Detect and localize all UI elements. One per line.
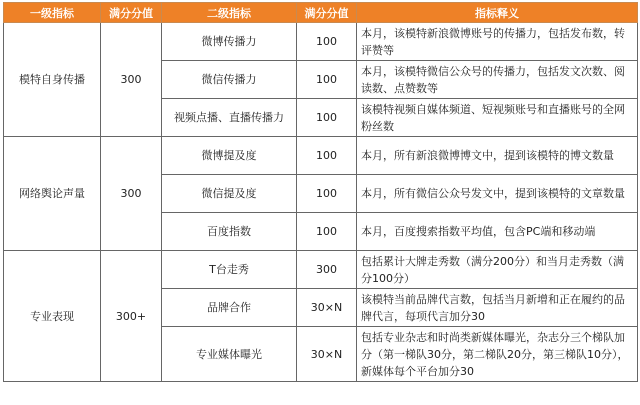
item-description: 本月，该模特新浪微博账号的传播力，包括发布数，转评赞等 — [357, 23, 638, 61]
header-full-score-2: 满分分值 — [297, 3, 357, 23]
item-description: 该模特当前品牌代言数，包括当月新增和正在履约的品牌代言，每项代言加分30 — [357, 289, 638, 327]
item-name: 微信提及度 — [162, 175, 297, 213]
item-name: 百度指数 — [162, 213, 297, 251]
group-score: 300 — [101, 23, 162, 137]
item-description: 该模特视频自媒体频道、短视频账号和直播账号的全网粉丝数 — [357, 99, 638, 137]
item-description: 包括专业杂志和时尚类新媒体曝光，杂志分三个梯队加分（第一梯队30分，第二梯队20分，第三梯队10分），新媒体每个平台加分30 — [357, 327, 638, 382]
group-name: 模特自身传播 — [4, 23, 101, 137]
table-row — [4, 137, 638, 175]
item-score: 30×N — [297, 289, 357, 327]
group-score: 300+ — [101, 251, 162, 382]
item-description: 本月，该模特微信公众号的传播力，包括发文次数、阅读数、点赞数等 — [357, 61, 638, 99]
item-name: 微博提及度 — [162, 137, 297, 175]
item-description: 包括累计大牌走秀数（满分200分）和当月走秀数（满分100分） — [357, 251, 638, 289]
indicator-table — [3, 2, 638, 382]
item-name: 微信传播力 — [162, 61, 297, 99]
header-level1: 一级指标 — [4, 3, 101, 23]
item-name: 品牌合作 — [162, 289, 297, 327]
group-score: 300 — [101, 137, 162, 251]
item-description: 本月，所有新浪微博博文中，提到该模特的博文数量 — [357, 137, 638, 175]
group-name: 网络舆论声量 — [4, 137, 101, 251]
item-name: T台走秀 — [162, 251, 297, 289]
table-row — [4, 251, 638, 289]
group-name: 专业表现 — [4, 251, 101, 382]
header-description: 指标释义 — [357, 3, 638, 23]
item-score: 30×N — [297, 327, 357, 382]
item-score: 100 — [297, 137, 357, 175]
header-level2: 二级指标 — [162, 3, 297, 23]
item-description: 本月，所有微信公众号发文中，提到该模特的文章数量 — [357, 175, 638, 213]
item-name: 专业媒体曝光 — [162, 327, 297, 382]
item-score: 100 — [297, 213, 357, 251]
item-score: 100 — [297, 61, 357, 99]
table-row — [4, 23, 638, 61]
item-score: 100 — [297, 175, 357, 213]
header-full-score: 满分分值 — [101, 3, 162, 23]
item-score: 100 — [297, 23, 357, 61]
header-row — [4, 3, 638, 23]
item-score: 300 — [297, 251, 357, 289]
item-score: 100 — [297, 99, 357, 137]
item-name: 微博传播力 — [162, 23, 297, 61]
item-description: 本月，百度搜索指数平均值，包含PC端和移动端 — [357, 213, 638, 251]
item-name: 视频点播、直播传播力 — [162, 99, 297, 137]
